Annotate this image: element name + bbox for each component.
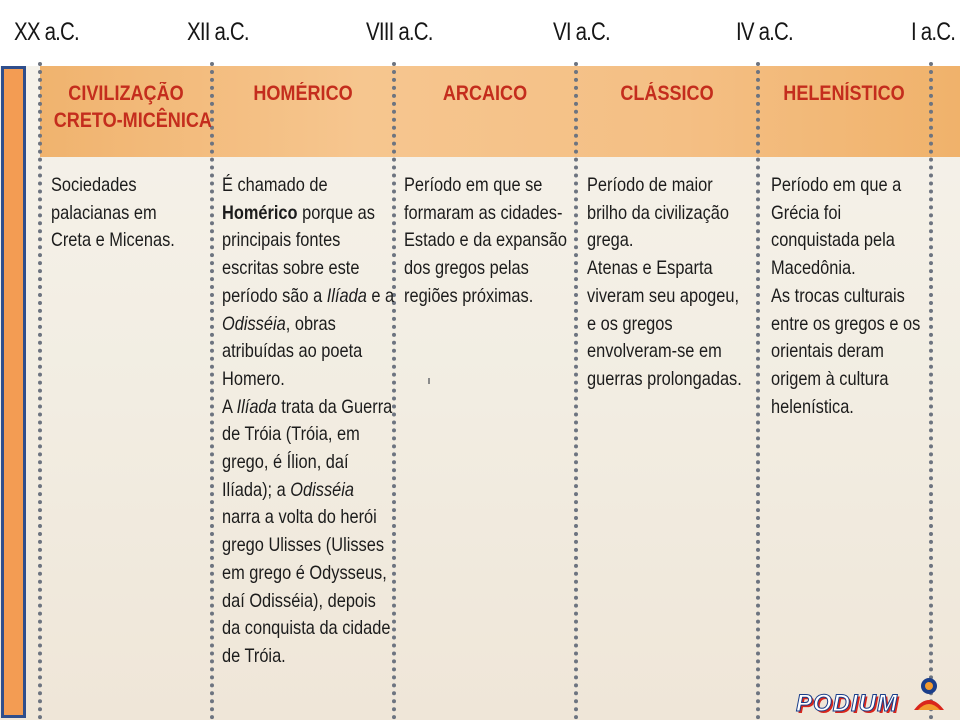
period-text-classico <box>587 172 742 394</box>
emphasized-term: Odisséia <box>222 312 286 335</box>
period-text-line: Macedônia. <box>771 257 856 280</box>
period-header-creto-micenica <box>53 80 212 134</box>
left-orange-bar <box>1 66 26 718</box>
period-text-line: guerras prolongadas. <box>587 367 742 390</box>
century-label-i: I a.C. <box>911 18 956 46</box>
period-text-line: conquistada pela <box>771 229 895 252</box>
period-header-classico <box>590 80 743 107</box>
period-text-arcaico <box>404 172 567 311</box>
century-strip <box>0 0 960 66</box>
emphasized-term: Ilíada <box>326 284 367 307</box>
period-header-arcaico <box>408 80 561 107</box>
emphasized-term: Homérico <box>222 201 298 224</box>
period-title-line: CIVILIZAÇÃO <box>68 82 184 105</box>
emphasized-term: Odisséia <box>290 478 355 501</box>
period-text-line: entre os gregos e os <box>771 312 921 335</box>
period-header-helenistico <box>772 80 916 107</box>
period-text-line: Atenas e Esparta <box>587 257 713 280</box>
period-text-line: e os gregos <box>587 312 673 335</box>
period-text-line: Período de maior <box>587 174 713 196</box>
period-text-line: grega. <box>587 229 634 252</box>
period-text-line: É chamado de <box>222 174 328 196</box>
period-text-line: Homérico porque as <box>222 201 375 224</box>
period-title-line: ARCAICO <box>442 82 528 105</box>
period-text-line: Creta e Micenas. <box>51 229 175 252</box>
period-text-line: da conquista da cidade <box>222 617 391 640</box>
period-text-line: Estado e da expansão <box>404 229 568 252</box>
period-text-line: origem à cultura <box>771 367 889 390</box>
scan-speck <box>428 378 430 384</box>
period-text-line: período são a Ilíada e a <box>222 284 395 307</box>
period-text-line: palacianas em <box>51 201 157 224</box>
emphasized-term: Ilíada <box>236 395 277 418</box>
period-text-creto-micenica <box>51 172 175 255</box>
period-text-line: Período em que se <box>404 174 543 196</box>
period-text-line: Período em que a <box>771 174 902 196</box>
period-text-line: daí Odisséia), depois <box>222 589 376 612</box>
period-text-line: Homero. <box>222 367 285 390</box>
period-text-line: formaram as cidades- <box>404 201 563 224</box>
period-text-line: de Tróia (Tróia, em <box>222 423 360 446</box>
century-label-vi: VI a.C. <box>553 18 610 46</box>
period-title-line: CLÁSSICO <box>620 82 714 105</box>
period-title-line: CRETO-MICÊNICA <box>53 109 212 132</box>
period-header-homerico <box>226 80 379 107</box>
podium-person-icon <box>910 676 948 716</box>
period-text-line: grego, é Ílion, daí <box>222 451 349 474</box>
period-text-line: Sociedades <box>51 174 137 196</box>
period-text-line: envolveram-se em <box>587 340 722 363</box>
period-text-line: principais fontes <box>222 229 341 252</box>
podium-logo <box>786 676 956 720</box>
period-title-line: HOMÉRICO <box>253 82 353 105</box>
period-title-line: HELENÍSTICO <box>783 82 905 105</box>
period-text-line: em grego é Odysseus, <box>222 561 387 584</box>
timeline-divider <box>929 62 933 720</box>
timeline-divider <box>574 62 578 720</box>
period-text-line: brilho da civilização <box>587 201 730 224</box>
period-text-line: Ilíada); a Odisséia <box>222 478 355 501</box>
century-label-iv: IV a.C. <box>736 18 793 46</box>
period-text-line: helenística. <box>771 395 854 418</box>
timeline-divider <box>210 62 214 720</box>
period-text-line: orientais deram <box>771 340 884 363</box>
period-text-line: Odisséia, obras <box>222 312 336 335</box>
period-text-line: de Tróia. <box>222 644 286 667</box>
period-text-line: grego Ulisses (Ulisses <box>222 534 385 557</box>
period-text-line: A Ilíada trata da Guerra <box>222 395 393 418</box>
period-text-helenistico <box>771 172 920 421</box>
period-text-line: narra a volta do herói <box>222 506 377 529</box>
period-text-line: Grécia foi <box>771 201 842 224</box>
period-text-line: regiões próximas. <box>404 284 534 307</box>
century-label-viii: VIII a.C. <box>366 18 433 46</box>
timeline-divider <box>756 62 760 720</box>
podium-logo-text: PODIUM <box>796 690 898 717</box>
timeline-divider <box>38 62 42 720</box>
period-text-line: viveram seu apogeu, <box>587 284 740 307</box>
century-label-xii: XII a.C. <box>187 18 249 46</box>
period-text-line: dos gregos pelas <box>404 257 529 280</box>
period-text-homerico <box>222 172 394 671</box>
century-label-xx: XX a.C. <box>14 18 79 46</box>
period-text-line: As trocas culturais <box>771 284 905 307</box>
period-text-line: escritas sobre este <box>222 257 360 280</box>
period-text-line: atribuídas ao poeta <box>222 340 363 363</box>
